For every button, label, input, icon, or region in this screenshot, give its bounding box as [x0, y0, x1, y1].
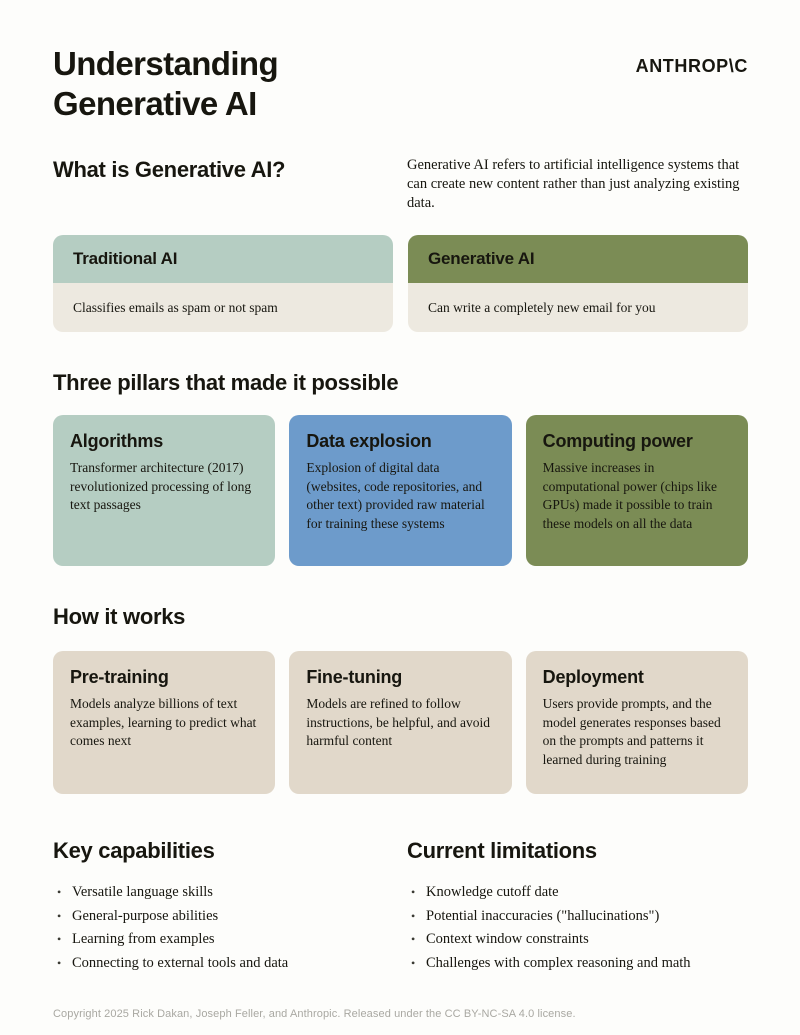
how-card-body: Models analyze billions of text examples, learning to predict what comes next	[70, 696, 257, 748]
limitations-column	[407, 838, 748, 975]
pillar-card-computing-power	[526, 415, 748, 566]
list-item: • General-purpose abilities	[53, 905, 407, 929]
what-heading: What is Generative AI?	[53, 157, 286, 182]
section-what	[53, 156, 748, 213]
list-item: • Versatile language skills	[53, 881, 407, 905]
page-title	[53, 44, 278, 124]
pillar-card-algorithms	[53, 415, 275, 566]
how-card-title: Pre-training	[70, 667, 169, 687]
limitations-heading: Current limitations	[407, 838, 597, 863]
anthropic-logo: ANTHROP\C	[635, 56, 748, 76]
list-item: • Connecting to external tools and data	[53, 952, 407, 976]
comparison-card-title: Traditional AI	[73, 249, 178, 268]
how-card-fine-tuning	[289, 651, 511, 794]
pillar-card-title: Data explosion	[306, 431, 432, 451]
pillar-cards	[53, 415, 748, 566]
page-title-line1: Understanding	[53, 45, 279, 82]
capabilities-limitations	[53, 838, 748, 975]
how-card-pre-training	[53, 651, 275, 794]
page-title-line2: Generative AI	[53, 85, 257, 122]
list-item: • Knowledge cutoff date	[407, 881, 748, 905]
copyright-notice: Copyright 2025 Rick Dakan, Joseph Feller, and Anthropic. Released under the CC BY-NC-SA 4.0 license.	[53, 1008, 576, 1020]
capabilities-column	[53, 838, 407, 975]
comparison-card-header	[53, 235, 393, 283]
capabilities-heading: Key capabilities	[53, 838, 215, 863]
how-card-body: Models are refined to follow instructions, be helpful, and avoid harmful content	[306, 696, 491, 748]
pillars-heading: Three pillars that made it possible	[53, 370, 399, 395]
how-card-title: Deployment	[542, 667, 644, 687]
how-card-body: Users provide prompts, and the model generates responses based on the prompts and patterns it learned during training	[542, 696, 721, 767]
pillar-card-body: Explosion of digital data (websites, code repositories, and other text) provided raw material for training these systems	[306, 460, 485, 531]
how-card-title: Fine-tuning	[306, 667, 403, 687]
pillar-card-body: Transformer architecture (2017) revolutionized processing of long text passages	[70, 460, 252, 512]
comparison-card-body: Classifies emails as spam or not spam	[53, 283, 393, 332]
how-cards	[53, 651, 748, 794]
pillar-card-body: Massive increases in computational power (chips like GPUs) made it possible to train these models on all the data	[542, 460, 717, 531]
how-heading: How it works	[53, 604, 186, 629]
list-item: • Context window constraints	[407, 928, 748, 952]
comparison-cards	[53, 235, 748, 332]
masthead	[53, 44, 748, 124]
pillar-card-data-explosion	[289, 415, 511, 566]
comparison-card-header	[408, 235, 748, 283]
what-description: Generative AI refers to artificial intelligence systems that can create new content rather than just analyzing existing data.	[407, 157, 740, 211]
list-item: • Potential inaccuracies ("hallucinations")	[407, 905, 748, 929]
limitations-list	[407, 881, 748, 975]
comparison-card-traditional	[53, 235, 393, 332]
comparison-card-title: Generative AI	[428, 249, 535, 268]
comparison-card-generative	[408, 235, 748, 332]
list-item: • Challenges with complex reasoning and math	[407, 952, 748, 976]
pillar-card-title: Computing power	[542, 431, 693, 451]
how-card-deployment	[526, 651, 748, 794]
list-item: • Learning from examples	[53, 928, 407, 952]
comparison-card-body: Can write a completely new email for you	[408, 283, 748, 332]
capabilities-list	[53, 881, 407, 975]
pillar-card-title: Algorithms	[70, 431, 164, 451]
